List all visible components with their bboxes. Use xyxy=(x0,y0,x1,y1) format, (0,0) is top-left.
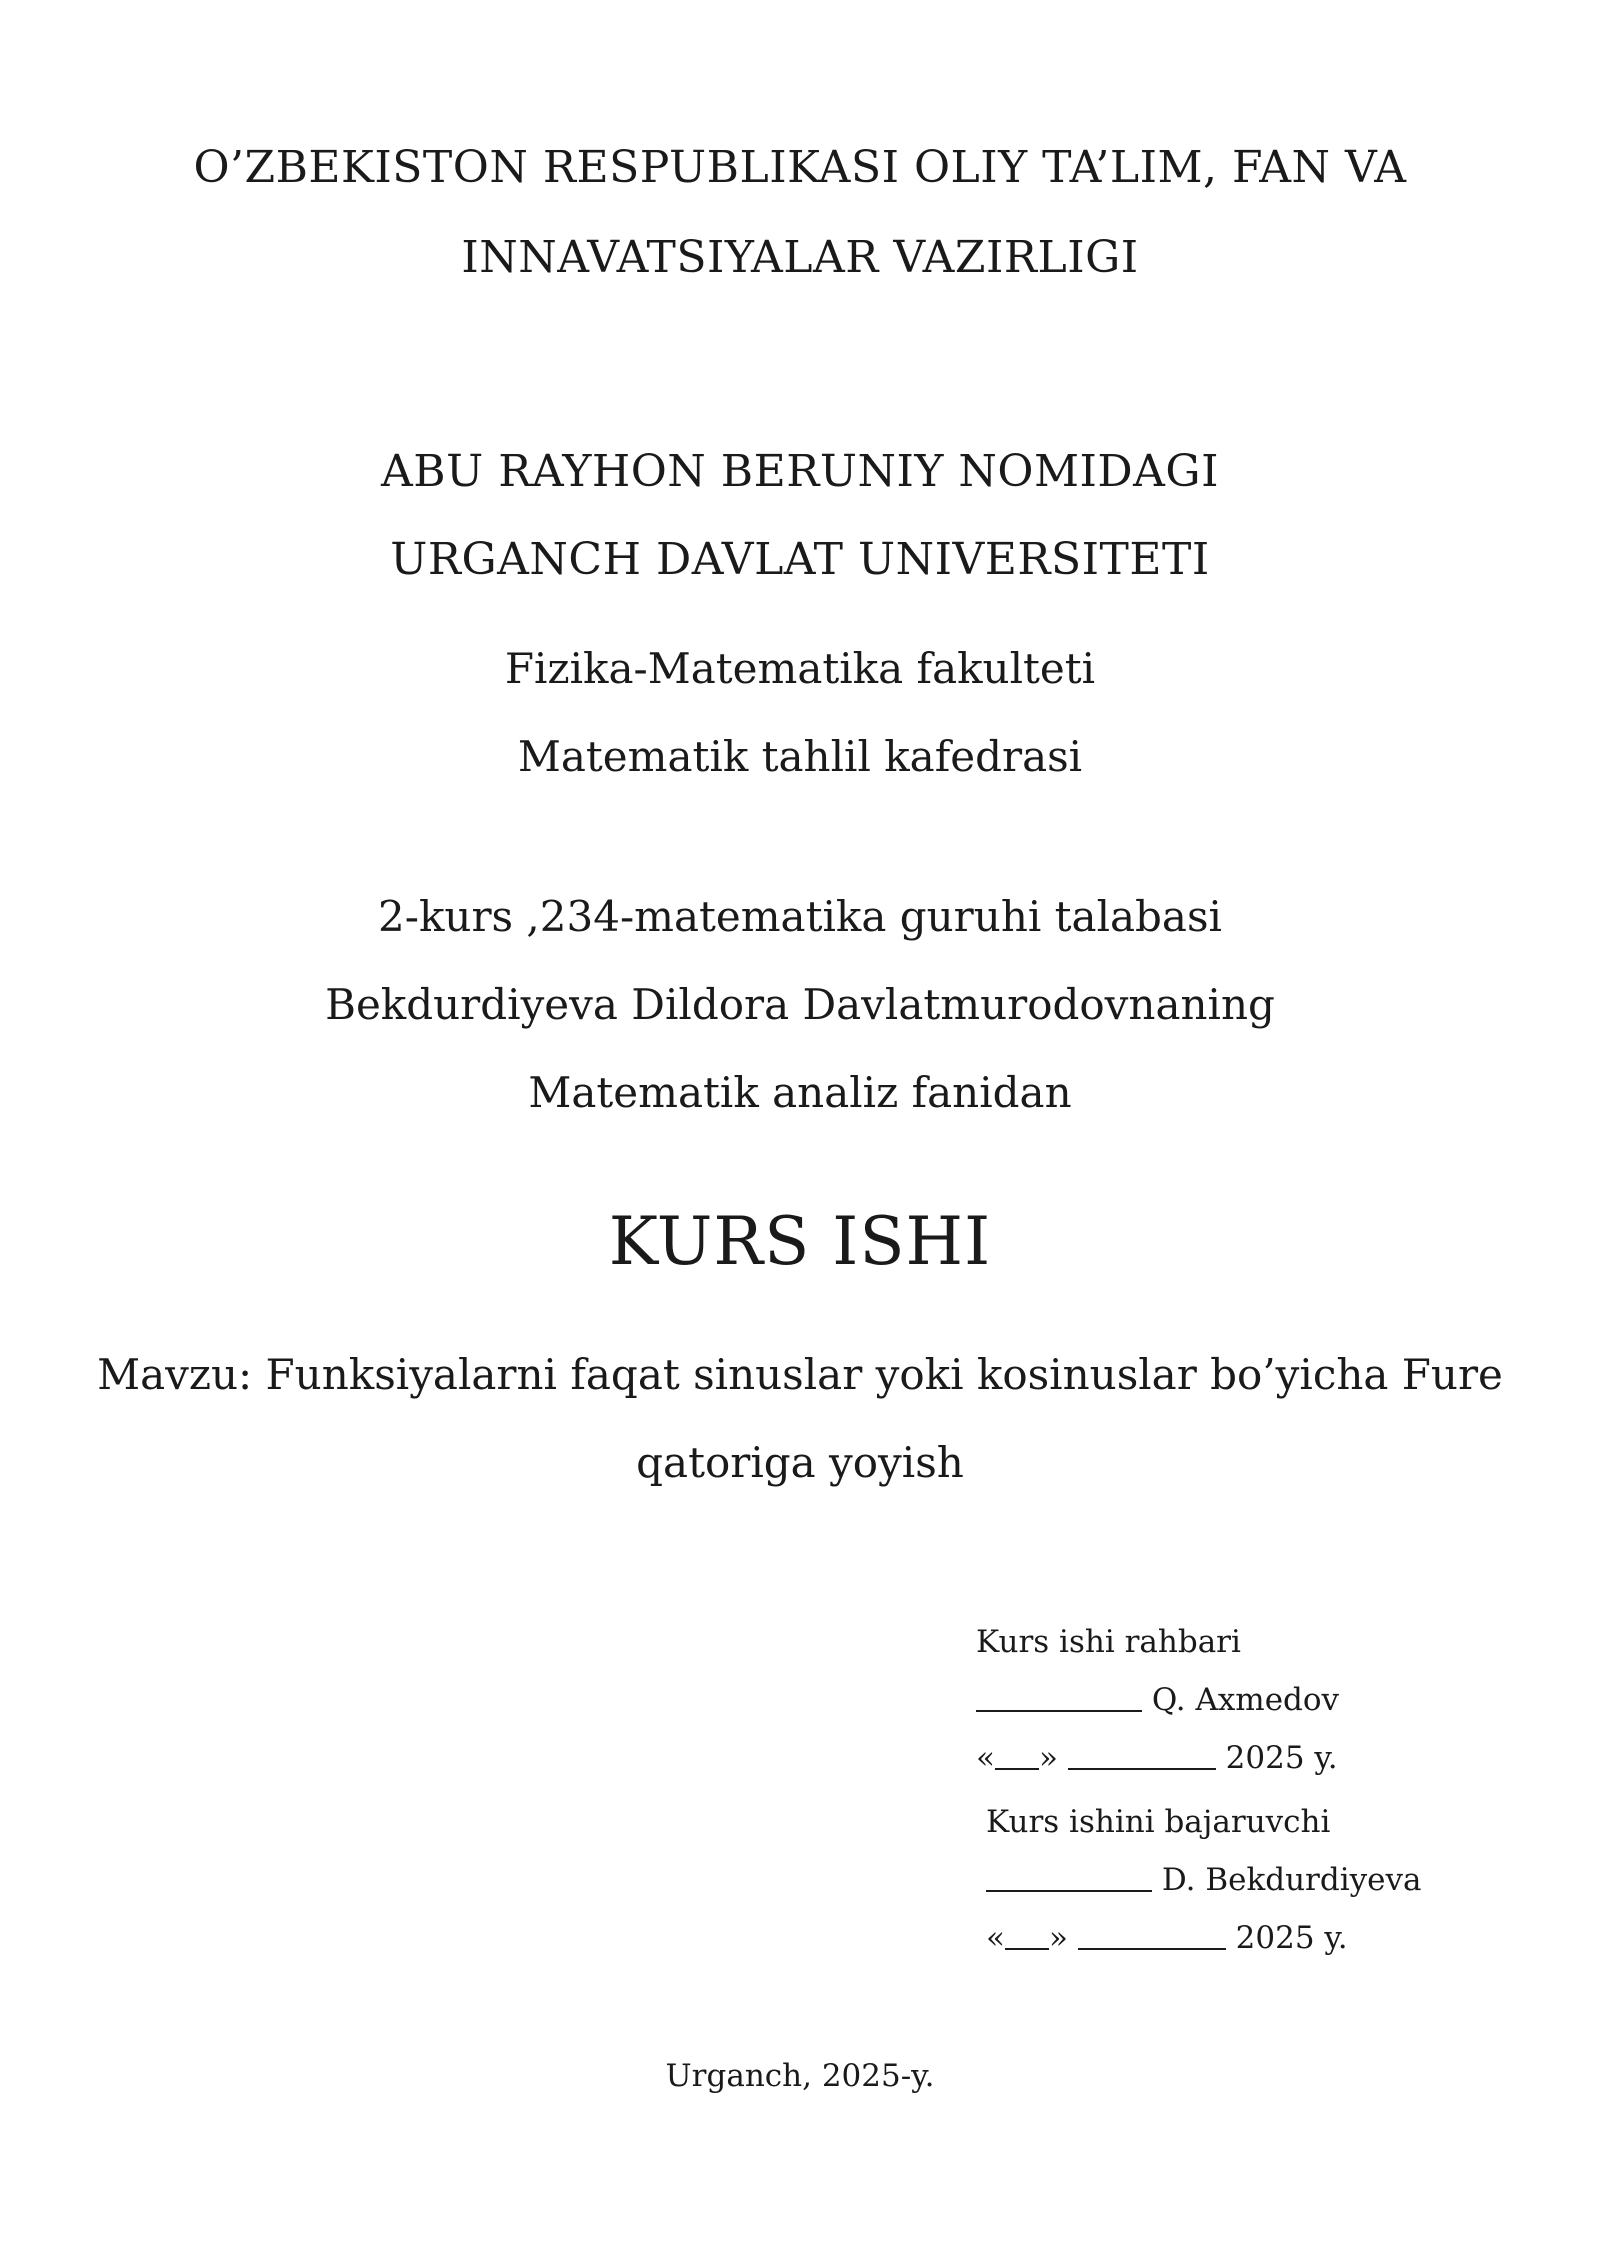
supervisor-name: Q. Axmedov xyxy=(1151,1682,1340,1718)
supervisor-year: 2025 y. xyxy=(1225,1740,1338,1776)
quote-close: » xyxy=(1048,1920,1068,1956)
signature-blank xyxy=(976,1710,1142,1712)
month-blank xyxy=(1078,1948,1226,1950)
student-group: 2-kurs ,234-matematika guruhi talabasi xyxy=(378,892,1222,941)
executor-date-line xyxy=(986,1920,1348,1956)
university-line-2: URGANCH DAVLAT UNIVERSITETI xyxy=(390,534,1210,585)
month-blank xyxy=(1068,1768,1216,1770)
student-name: Bekdurdiyeva Dildora Davlatmurodovnaning xyxy=(325,980,1275,1029)
executor-name: D. Bekdurdiyeva xyxy=(1161,1862,1422,1898)
university-line-1: ABU RAYHON BERUNIY NOMIDAGI xyxy=(381,446,1219,497)
executor-year: 2025 y. xyxy=(1235,1920,1348,1956)
department-name: Matematik tahlil kafedrasi xyxy=(517,732,1083,781)
executor-label: Kurs ishini bajaruvchi xyxy=(986,1804,1331,1840)
supervisor-signature-line xyxy=(976,1682,1339,1718)
topic-line-1: Mavzu: Funksiyalarni faqat sinuslar yoki kosinuslar bo’yicha Fure xyxy=(97,1350,1503,1399)
ministry-line-1: O’ZBEKISTON RESPUBLIKASI OLIY TA’LIM, FAN VA xyxy=(193,142,1407,193)
supervisor-label: Kurs ishi rahbari xyxy=(976,1624,1241,1660)
executor-signature-line xyxy=(986,1862,1421,1898)
faculty-name: Fizika-Matematika fakulteti xyxy=(504,644,1096,693)
quote-open: « xyxy=(986,1920,1005,1956)
subject-name: Matematik analiz fanidan xyxy=(528,1068,1072,1117)
quote-close: » xyxy=(1038,1740,1058,1776)
quote-open: « xyxy=(976,1740,995,1776)
ministry-line-2: INNAVATSIYALAR VAZIRLIGI xyxy=(461,232,1139,283)
day-blank xyxy=(995,1768,1039,1770)
day-blank xyxy=(1005,1948,1049,1950)
place-and-year: Urganch, 2025-y. xyxy=(665,2058,935,2094)
topic-line-2: qatoriga yoyish xyxy=(636,1438,964,1487)
document-title: KURS ISHI xyxy=(608,1203,992,1280)
supervisor-date-line xyxy=(976,1740,1338,1776)
signature-blank xyxy=(986,1890,1152,1892)
